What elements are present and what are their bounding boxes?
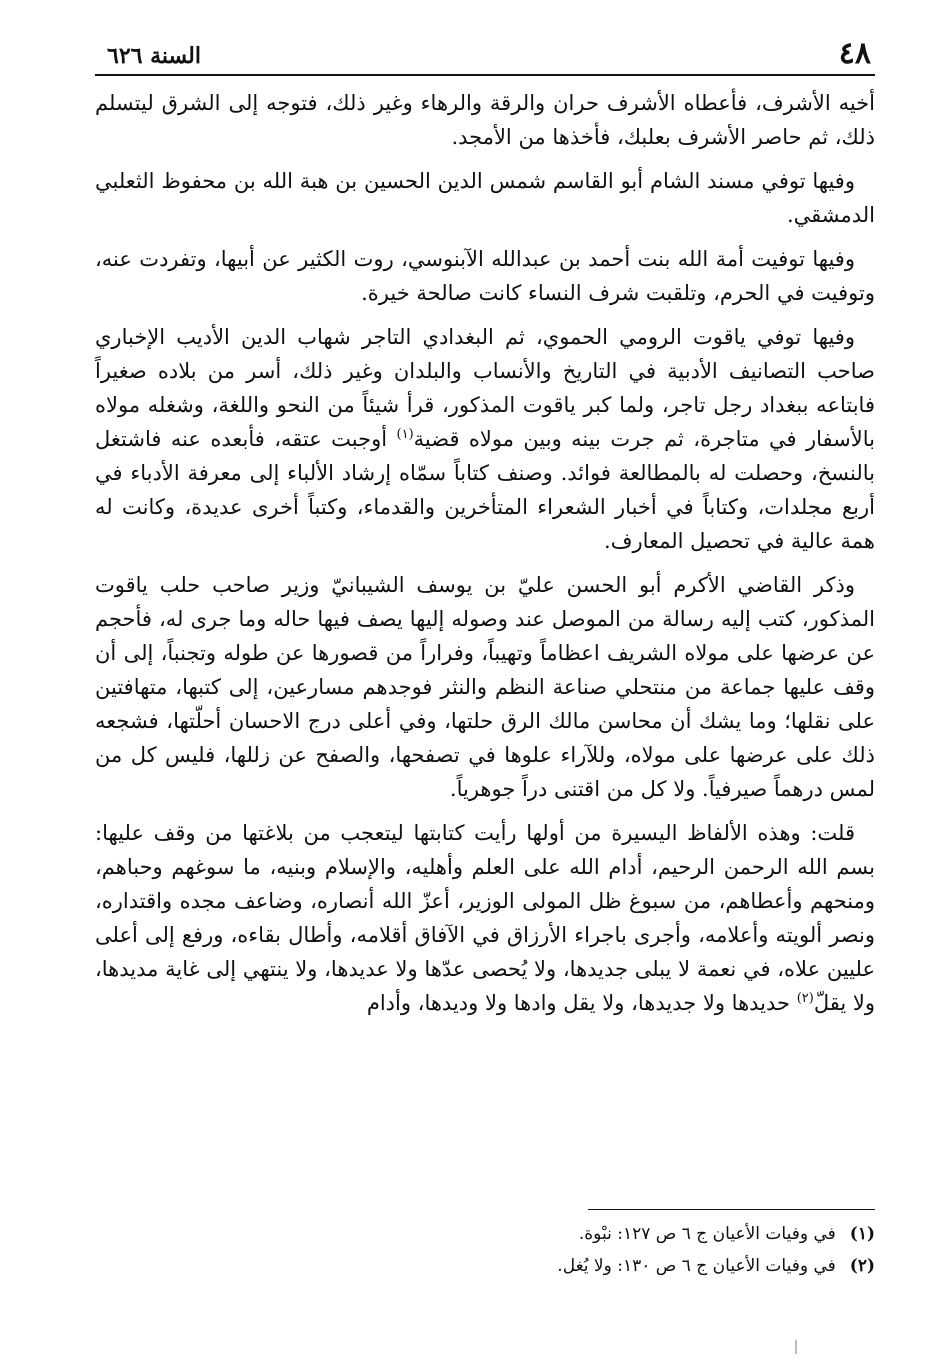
paragraph-text: أوجبت عتقه، فأبعده عنه فاشتغل بالنسخ، وحصلت له بالمطالعة فوائد. وصنف كتاباً سمّاه إرشاد الألباء إلى معرفة الأدباء في أربع مجلدات، وكتاباً في أخبار الشعراء المتأخرين والقدماء، وكتباً أخرى عديدة، وكانت له همة عالية في تحصيل المعارف.	[95, 427, 875, 553]
paragraph	[95, 164, 875, 232]
paragraph	[95, 816, 875, 1020]
paragraph-text: وفيها توفي ياقوت الرومي الحموي، ثم البغدادي التاجر شهاب الدين الأديب الإخباري صاحب التصانيف الأدبية في التاريخ والأنساب والبلدان وغير ذلك، أسر من بلاده صغيراً فابتاعه ببغداد رجل تاجر، ولما كبر ياقوت المذكور، قرأ شيئاً من النحو واللغة، وشغله مولاه بالأسفار في متاجرة، ثم جرت بينه وبين مولاه قضية	[95, 325, 875, 451]
paragraph	[95, 568, 875, 806]
paragraph	[95, 86, 875, 154]
paragraph-text: أخيه الأشرف، فأعطاه الأشرف حران والرقة والرهاء وغير ذلك، فتوجه إلى الشرق ليتسلم ذلك، ثم حاصر الأشرف بعلبك، فأخذها من الأمجد.	[95, 91, 875, 149]
footnote	[95, 1250, 875, 1282]
paragraph-text: حديدها ولا جديدها، ولا يقل وادها ولا وديدها، وأدام	[366, 991, 797, 1015]
page	[95, 28, 875, 1030]
scan-speck	[795, 1340, 797, 1354]
footnote-number: (٢)	[849, 1256, 875, 1276]
running-header	[95, 28, 875, 76]
footnote-text: في وفيات الأعيان ج ٦ ص ١٣٠: ولا يُغل.	[557, 1256, 836, 1276]
paragraph-text: وفيها توفي مسند الشام أبو القاسم شمس الدين الحسين بن هبة الله بن محفوظ الثعلبي الدمشقي.	[95, 169, 875, 227]
paragraph-text: وفيها توفيت أمة الله بنت أحمد بن عبدالله الآبنوسي، روت الكثير عن أبيها، وتفردت عنه، وتوفيت في الحرم، وتلقبت شرف النساء كانت صالحة خيرة.	[95, 247, 875, 305]
footnote-ref: (١)	[396, 427, 414, 442]
footnote-ref: (٢)	[796, 991, 814, 1006]
year-label: السنة ٦٢٦	[107, 43, 201, 69]
footnotes	[95, 1218, 875, 1282]
footnote-number: (١)	[849, 1224, 875, 1244]
page-number: ٤٨	[838, 36, 871, 71]
footnote-separator	[588, 1209, 875, 1210]
footnote	[95, 1218, 875, 1250]
paragraph-text: وذكر القاضي الأكرم أبو الحسن عليّ بن يوسف الشيبانيّ وزير صاحب حلب ياقوت المذكور، كتب إليه رسالة من الموصل عند وصوله إليها يصف فيها حاله وما جرى له، فأحجم عن عرضها على مولاه الشريف اعظاماً وتهيباً، وفراراً من قصورها عن طوله وتجنباً، إلى أن وقف عليها جماعة من منتحلي صناعة النظم والنثر فوجدهم مسارعين، إلى كتبها، متهافتين على نقلها؛ وما يشك أن محاسن مالك الرق حلتها، وفي أعلى درج الاحسان أحلّتها، فشجعه ذلك على عرضها على مولاه، وللآراء علوها في تصفحها، والصفح عن زللها، فليس كل من لمس درهماً صيرفياً. ولا كل من اقتنى دراً جوهرياً.	[95, 573, 875, 801]
paragraph	[95, 320, 875, 558]
paragraph-text: قلت: وهذه الألفاظ اليسيرة من أولها رأيت كتابتها ليتعجب من بلاغتها من وقف عليها: بسم الله الرحمن الرحيم، أدام الله على العلم وأهليه، والإسلام وبنيه، ما سوغهم وحباهم، ومنحهم وأعطاهم، من سبوغ ظل المولى الوزير، أعزّ الله أنصاره، وضاعف مجده واقتداره، ونصر ألويته وأعلامه، وأجرى باجراء الأرزاق في الآفاق أقلامه، وأطال بقاءه، ورفع إلى أعلى عليين علاه، في نعمة لا يبلى جديدها، ولا يُحصى عدّها ولا عديدها، ولا ينتهي إلى غاية مديدها، ولا يقلّ	[95, 821, 875, 1015]
body-text	[95, 86, 875, 1020]
paragraph	[95, 242, 875, 310]
footnote-text: في وفيات الأعيان ج ٦ ص ١٢٧: نبْوة.	[578, 1224, 836, 1244]
